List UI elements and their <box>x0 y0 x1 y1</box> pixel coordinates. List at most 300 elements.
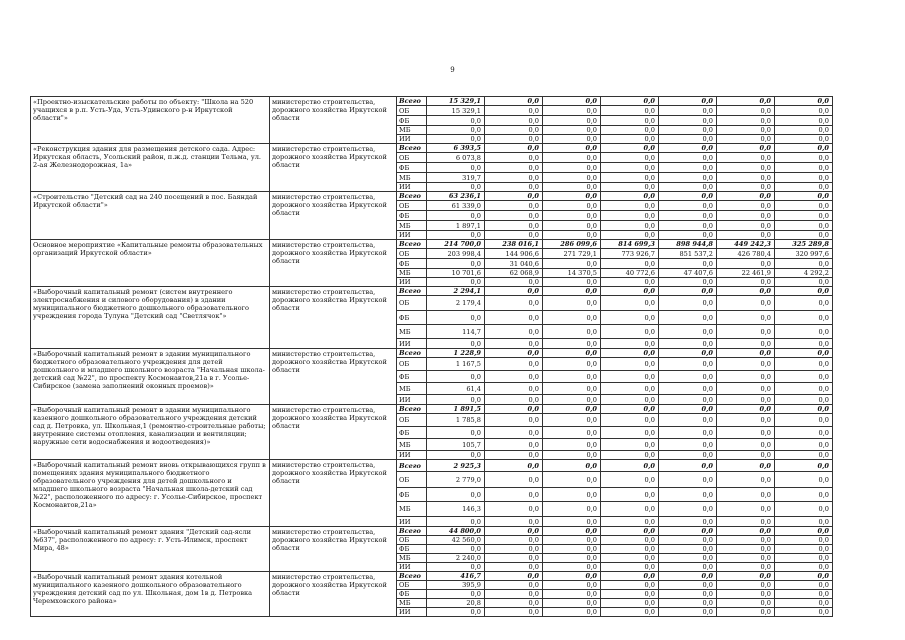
measure-name: «Строительство "Детский сад на 240 посещений в пос. Баяндай Иркутской области"» <box>31 192 270 240</box>
amount-cell: 0,0 <box>659 311 717 325</box>
amount-cell: 0,0 <box>717 414 775 427</box>
amount-cell: 0,0 <box>485 414 543 427</box>
measure-name: «Выборочный капитальный ремонт здания "Детский сад-ясли №637", расположенного по адресу: г. Усть-Илимск, проспект Мира, 48» <box>31 527 270 572</box>
amount-cell: 0,0 <box>601 116 659 126</box>
amount-cell: 0,0 <box>775 405 833 414</box>
amount-cell: 0,0 <box>601 339 659 349</box>
amount-cell: 0,0 <box>775 563 833 572</box>
amount-cell: 0,0 <box>543 296 601 311</box>
amount-cell: 0,0 <box>543 536 601 545</box>
amount-cell: 0,0 <box>601 599 659 608</box>
amount-cell: 0,0 <box>601 349 659 358</box>
funding-source: ИИ <box>397 278 427 287</box>
amount-cell: 0,0 <box>543 395 601 405</box>
amount-cell: 0,0 <box>485 278 543 287</box>
amount-cell: 214 700,0 <box>427 240 485 249</box>
measure-name: «Выборочный капитальный ремонт вновь открывающихся групп в помещениях здания муниципального бюджетного образовательного учреждения для детей дошкольного и младшего школьного возраста "Начальная школа-детский сад №22", расположенного по адресу: г. Усолье-Сибирское, проспект Космонавтов,21а» <box>31 460 270 527</box>
measure-name: «Реконструкция здания для размещения детского сада. Адрес: Иркутская область, Усольский район, п.ж.д. станции Тельма, ул. 2-ая Железнодорожная, 1а» <box>31 144 270 192</box>
amount-cell: 0,0 <box>775 581 833 590</box>
funding-source: ФБ <box>397 116 427 126</box>
amount-cell: 0,0 <box>543 427 601 439</box>
amount-cell: 0,0 <box>659 135 717 144</box>
amount-cell: 0,0 <box>485 339 543 349</box>
measure-name: «Выборочный капитальный ремонт здания котельной муниципального казенного дошкольного образовательного учреждения детский сад по ул. Школьная, дом 1в д. Петровка Черемховского района» <box>31 572 270 617</box>
executor: министерство строительства, дорожного хозяйства Иркутской области <box>270 349 397 405</box>
amount-cell: 0,0 <box>427 116 485 126</box>
amount-cell: 0,0 <box>659 502 717 517</box>
amount-cell: 0,0 <box>601 572 659 581</box>
amount-cell: 0,0 <box>775 517 833 527</box>
funding-source: ИИ <box>397 563 427 572</box>
executor: министерство строительства, дорожного хозяйства Иркутской области <box>270 460 397 527</box>
funding-source: МБ <box>397 126 427 135</box>
amount-cell: 0,0 <box>717 126 775 135</box>
funding-source: Всего <box>397 460 427 472</box>
amount-cell: 426 780,4 <box>717 249 775 259</box>
amount-cell: 0,0 <box>659 590 717 599</box>
amount-cell: 2 179,4 <box>427 296 485 311</box>
amount-cell: 0,0 <box>601 144 659 153</box>
amount-cell: 0,0 <box>717 451 775 460</box>
amount-cell: 0,0 <box>427 231 485 240</box>
amount-cell: 0,0 <box>717 554 775 563</box>
amount-cell: 0,0 <box>717 192 775 201</box>
amount-cell: 31 040,6 <box>485 259 543 269</box>
funding-source: Всего <box>397 349 427 358</box>
amount-cell: 0,0 <box>485 126 543 135</box>
amount-cell: 6 073,8 <box>427 153 485 163</box>
funding-source: ИИ <box>397 395 427 405</box>
funding-source: Всего <box>397 192 427 201</box>
amount-cell: 0,0 <box>659 231 717 240</box>
amount-cell: 0,0 <box>775 527 833 536</box>
amount-cell: 144 906,6 <box>485 249 543 259</box>
amount-cell: 1 897,1 <box>427 221 485 231</box>
amount-cell: 0,0 <box>775 460 833 472</box>
amount-cell: 0,0 <box>543 116 601 126</box>
amount-cell: 0,0 <box>543 163 601 173</box>
amount-cell: 0,0 <box>775 311 833 325</box>
amount-cell: 0,0 <box>485 405 543 414</box>
funding-source: ФБ <box>397 211 427 221</box>
amount-cell: 0,0 <box>601 405 659 414</box>
amount-cell: 0,0 <box>659 106 717 116</box>
amount-cell: 0,0 <box>485 296 543 311</box>
amount-cell: 0,0 <box>717 460 775 472</box>
funding-source: ФБ <box>397 163 427 173</box>
amount-cell: 0,0 <box>601 608 659 617</box>
funding-source: ФБ <box>397 488 427 502</box>
amount-cell: 0,0 <box>485 572 543 581</box>
amount-cell: 0,0 <box>775 201 833 211</box>
amount-cell: 0,0 <box>659 358 717 371</box>
amount-cell: 0,0 <box>543 311 601 325</box>
amount-cell: 0,0 <box>427 545 485 554</box>
funding-source: ОБ <box>397 153 427 163</box>
amount-cell: 0,0 <box>717 488 775 502</box>
amount-cell: 0,0 <box>601 296 659 311</box>
amount-cell: 0,0 <box>775 106 833 116</box>
amount-cell: 0,0 <box>427 608 485 617</box>
amount-cell: 395,9 <box>427 581 485 590</box>
funding-source: Всего <box>397 527 427 536</box>
amount-cell: 0,0 <box>485 135 543 144</box>
amount-cell: 238 016,1 <box>485 240 543 249</box>
amount-cell: 0,0 <box>601 536 659 545</box>
amount-cell: 320 997,6 <box>775 249 833 259</box>
amount-cell: 0,0 <box>485 192 543 201</box>
amount-cell: 0,0 <box>543 339 601 349</box>
amount-cell: 0,0 <box>543 517 601 527</box>
amount-cell: 0,0 <box>659 572 717 581</box>
amount-cell: 0,0 <box>775 339 833 349</box>
amount-cell: 0,0 <box>427 451 485 460</box>
amount-cell: 0,0 <box>543 371 601 383</box>
amount-cell: 0,0 <box>601 554 659 563</box>
amount-cell: 1 891,5 <box>427 405 485 414</box>
amount-cell: 0,0 <box>485 97 543 106</box>
amount-cell: 0,0 <box>601 414 659 427</box>
amount-cell: 42 560,0 <box>427 536 485 545</box>
amount-cell: 0,0 <box>427 590 485 599</box>
amount-cell: 0,0 <box>659 554 717 563</box>
amount-cell: 0,0 <box>717 221 775 231</box>
amount-cell: 0,0 <box>717 590 775 599</box>
amount-cell: 0,0 <box>543 144 601 153</box>
amount-cell: 0,0 <box>601 488 659 502</box>
amount-cell: 0,0 <box>717 259 775 269</box>
funding-source: МБ <box>397 221 427 231</box>
amount-cell: 0,0 <box>543 527 601 536</box>
amount-cell: 2 294,1 <box>427 287 485 296</box>
amount-cell: 0,0 <box>485 153 543 163</box>
amount-cell: 898 944,8 <box>659 240 717 249</box>
executor: министерство строительства, дорожного хозяйства Иркутской области <box>270 527 397 572</box>
amount-cell: 0,0 <box>659 527 717 536</box>
table-row-total <box>31 287 833 296</box>
funding-source: ФБ <box>397 371 427 383</box>
amount-cell: 0,0 <box>485 439 543 451</box>
amount-cell: 0,0 <box>543 211 601 221</box>
amount-cell: 15 329,1 <box>427 106 485 116</box>
amount-cell: 0,0 <box>775 349 833 358</box>
funding-source: МБ <box>397 325 427 339</box>
table-row-total <box>31 192 833 201</box>
amount-cell: 0,0 <box>427 427 485 439</box>
amount-cell: 0,0 <box>775 153 833 163</box>
amount-cell: 0,0 <box>775 325 833 339</box>
amount-cell: 2 925,3 <box>427 460 485 472</box>
amount-cell: 0,0 <box>717 173 775 183</box>
amount-cell: 20,8 <box>427 599 485 608</box>
measure-name: Основное мероприятие «Капитальные ремонты образовательных организаций Иркутской области» <box>31 240 270 287</box>
measure-name: «Выборочный капитальный ремонт в здании муниципального казенного дошкольного образовательного учреждения детский сад д. Петровка, ул. Школьная,1 (ремонтно-строительные работы; внутренние системы отопления, канализации и вентиляции; наружные сети водоснабжения и водоотведения)» <box>31 405 270 460</box>
funding-source: ОБ <box>397 472 427 488</box>
amount-cell: 0,0 <box>659 517 717 527</box>
funding-source: ОБ <box>397 249 427 259</box>
amount-cell: 0,0 <box>543 488 601 502</box>
amount-cell: 773 926,7 <box>601 249 659 259</box>
amount-cell: 0,0 <box>659 325 717 339</box>
amount-cell: 814 699,3 <box>601 240 659 249</box>
amount-cell: 0,0 <box>485 325 543 339</box>
amount-cell: 0,0 <box>485 502 543 517</box>
amount-cell: 0,0 <box>717 581 775 590</box>
amount-cell: 0,0 <box>427 488 485 502</box>
amount-cell: 0,0 <box>543 590 601 599</box>
amount-cell: 0,0 <box>717 201 775 211</box>
amount-cell: 0,0 <box>775 488 833 502</box>
amount-cell: 0,0 <box>717 106 775 116</box>
amount-cell: 0,0 <box>485 144 543 153</box>
amount-cell: 0,0 <box>717 144 775 153</box>
amount-cell: 0,0 <box>485 517 543 527</box>
amount-cell: 286 099,6 <box>543 240 601 249</box>
amount-cell: 0,0 <box>485 460 543 472</box>
amount-cell: 0,0 <box>659 395 717 405</box>
funding-source: ФБ <box>397 545 427 554</box>
amount-cell: 319,7 <box>427 173 485 183</box>
amount-cell: 0,0 <box>659 545 717 554</box>
amount-cell: 0,0 <box>427 395 485 405</box>
amount-cell: 0,0 <box>717 395 775 405</box>
amount-cell: 0,0 <box>485 545 543 554</box>
amount-cell: 0,0 <box>543 126 601 135</box>
amount-cell: 0,0 <box>485 371 543 383</box>
amount-cell: 0,0 <box>659 278 717 287</box>
amount-cell: 0,0 <box>485 358 543 371</box>
amount-cell: 0,0 <box>659 97 717 106</box>
amount-cell: 0,0 <box>601 231 659 240</box>
amount-cell: 0,0 <box>717 183 775 192</box>
amount-cell: 0,0 <box>659 192 717 201</box>
amount-cell: 0,0 <box>717 608 775 617</box>
amount-cell: 0,0 <box>601 201 659 211</box>
executor: министерство строительства, дорожного хозяйства Иркутской области <box>270 240 397 287</box>
funding-source: Всего <box>397 144 427 153</box>
funding-source: МБ <box>397 439 427 451</box>
amount-cell: 0,0 <box>717 545 775 554</box>
amount-cell: 0,0 <box>775 135 833 144</box>
amount-cell: 0,0 <box>717 572 775 581</box>
amount-cell: 0,0 <box>485 383 543 395</box>
amount-cell: 0,0 <box>717 311 775 325</box>
table-row-total <box>31 527 833 536</box>
funding-source: МБ <box>397 502 427 517</box>
amount-cell: 0,0 <box>601 126 659 135</box>
amount-cell: 0,0 <box>659 339 717 349</box>
amount-cell: 61 339,0 <box>427 201 485 211</box>
amount-cell: 0,0 <box>601 358 659 371</box>
funding-source: ОБ <box>397 414 427 427</box>
amount-cell: 4 292,2 <box>775 269 833 278</box>
amount-cell: 0,0 <box>543 153 601 163</box>
amount-cell: 0,0 <box>485 488 543 502</box>
amount-cell: 1 228,9 <box>427 349 485 358</box>
amount-cell: 2 240,0 <box>427 554 485 563</box>
amount-cell: 0,0 <box>775 439 833 451</box>
amount-cell: 0,0 <box>717 405 775 414</box>
amount-cell: 0,0 <box>775 371 833 383</box>
amount-cell: 0,0 <box>717 97 775 106</box>
amount-cell: 0,0 <box>775 231 833 240</box>
funding-source: ФБ <box>397 590 427 599</box>
amount-cell: 0,0 <box>659 581 717 590</box>
funding-source: Всего <box>397 240 427 249</box>
amount-cell: 0,0 <box>601 163 659 173</box>
amount-cell: 0,0 <box>775 554 833 563</box>
amount-cell: 0,0 <box>427 259 485 269</box>
amount-cell: 0,0 <box>659 221 717 231</box>
amount-cell: 851 537,2 <box>659 249 717 259</box>
funding-source: ОБ <box>397 106 427 116</box>
amount-cell: 0,0 <box>543 221 601 231</box>
amount-cell: 0,0 <box>717 502 775 517</box>
amount-cell: 0,0 <box>601 427 659 439</box>
amount-cell: 0,0 <box>659 427 717 439</box>
amount-cell: 0,0 <box>601 502 659 517</box>
amount-cell: 0,0 <box>775 451 833 460</box>
amount-cell: 0,0 <box>543 383 601 395</box>
amount-cell: 0,0 <box>543 97 601 106</box>
funding-source: МБ <box>397 383 427 395</box>
amount-cell: 0,0 <box>717 211 775 221</box>
amount-cell: 0,0 <box>485 427 543 439</box>
amount-cell: 0,0 <box>601 173 659 183</box>
amount-cell: 0,0 <box>775 395 833 405</box>
amount-cell: 0,0 <box>543 183 601 192</box>
amount-cell: 0,0 <box>485 349 543 358</box>
amount-cell: 0,0 <box>543 106 601 116</box>
amount-cell: 1 785,8 <box>427 414 485 427</box>
table-row-total <box>31 460 833 472</box>
amount-cell: 0,0 <box>543 173 601 183</box>
amount-cell: 2 779,0 <box>427 472 485 488</box>
amount-cell: 0,0 <box>717 296 775 311</box>
amount-cell: 0,0 <box>485 599 543 608</box>
amount-cell: 0,0 <box>543 192 601 201</box>
amount-cell: 0,0 <box>717 427 775 439</box>
amount-cell: 0,0 <box>775 173 833 183</box>
amount-cell: 0,0 <box>601 325 659 339</box>
table-row-total <box>31 572 833 581</box>
amount-cell: 0,0 <box>659 163 717 173</box>
amount-cell: 61,4 <box>427 383 485 395</box>
amount-cell: 0,0 <box>601 192 659 201</box>
amount-cell: 6 393,5 <box>427 144 485 153</box>
executor: министерство строительства, дорожного хозяйства Иркутской области <box>270 97 397 144</box>
amount-cell: 0,0 <box>659 563 717 572</box>
amount-cell: 0,0 <box>659 488 717 502</box>
executor: министерство строительства, дорожного хозяйства Иркутской области <box>270 572 397 617</box>
amount-cell: 114,7 <box>427 325 485 339</box>
amount-cell: 0,0 <box>543 259 601 269</box>
amount-cell: 0,0 <box>601 183 659 192</box>
amount-cell: 62 068,9 <box>485 269 543 278</box>
amount-cell: 0,0 <box>485 173 543 183</box>
amount-cell: 0,0 <box>659 153 717 163</box>
amount-cell: 0,0 <box>717 116 775 126</box>
amount-cell: 0,0 <box>543 599 601 608</box>
amount-cell: 0,0 <box>601 395 659 405</box>
amount-cell: 325 289,8 <box>775 240 833 249</box>
amount-cell: 0,0 <box>775 572 833 581</box>
amount-cell: 0,0 <box>485 106 543 116</box>
amount-cell: 40 772,6 <box>601 269 659 278</box>
amount-cell: 0,0 <box>485 395 543 405</box>
amount-cell: 0,0 <box>543 472 601 488</box>
amount-cell: 0,0 <box>775 183 833 192</box>
amount-cell: 0,0 <box>717 278 775 287</box>
amount-cell: 63 236,1 <box>427 192 485 201</box>
measure-name: «Выборочный капитальный ремонт в здании муниципального бюджетного образовательного учреждения для детей дошкольного и младшего школьного возраста "Начальная школа-детский сад №22", по проспекту Космонавтов,21а в г. Усолье-Сибирское (замена заполнений оконных проемов)» <box>31 349 270 405</box>
amount-cell: 0,0 <box>717 383 775 395</box>
amount-cell: 0,0 <box>775 144 833 153</box>
amount-cell: 0,0 <box>717 563 775 572</box>
table-row-total <box>31 144 833 153</box>
table-row-total <box>31 97 833 106</box>
amount-cell: 0,0 <box>717 325 775 339</box>
amount-cell: 0,0 <box>659 211 717 221</box>
amount-cell: 0,0 <box>543 287 601 296</box>
amount-cell: 0,0 <box>659 608 717 617</box>
amount-cell: 0,0 <box>775 427 833 439</box>
funding-source: ОБ <box>397 296 427 311</box>
amount-cell: 0,0 <box>485 554 543 563</box>
amount-cell: 0,0 <box>601 527 659 536</box>
funding-source: ИИ <box>397 517 427 527</box>
amount-cell: 0,0 <box>659 259 717 269</box>
amount-cell: 22 461,9 <box>717 269 775 278</box>
amount-cell: 47 407,6 <box>659 269 717 278</box>
amount-cell: 105,7 <box>427 439 485 451</box>
amount-cell: 0,0 <box>775 116 833 126</box>
amount-cell: 0,0 <box>659 201 717 211</box>
amount-cell: 0,0 <box>659 126 717 135</box>
amount-cell: 203 998,4 <box>427 249 485 259</box>
amount-cell: 0,0 <box>659 183 717 192</box>
amount-cell: 0,0 <box>543 405 601 414</box>
amount-cell: 0,0 <box>717 358 775 371</box>
amount-cell: 0,0 <box>485 536 543 545</box>
executor: министерство строительства, дорожного хозяйства Иркутской области <box>270 192 397 240</box>
amount-cell: 0,0 <box>659 405 717 414</box>
amount-cell: 0,0 <box>601 135 659 144</box>
funding-source: ФБ <box>397 311 427 325</box>
executor: министерство строительства, дорожного хозяйства Иркутской области <box>270 405 397 460</box>
amount-cell: 0,0 <box>485 211 543 221</box>
amount-cell: 0,0 <box>775 590 833 599</box>
amount-cell: 0,0 <box>543 563 601 572</box>
amount-cell: 0,0 <box>775 545 833 554</box>
amount-cell: 0,0 <box>775 414 833 427</box>
amount-cell: 0,0 <box>775 599 833 608</box>
amount-cell: 0,0 <box>775 163 833 173</box>
amount-cell: 0,0 <box>601 371 659 383</box>
amount-cell: 0,0 <box>717 599 775 608</box>
amount-cell: 14 370,5 <box>543 269 601 278</box>
amount-cell: 0,0 <box>543 231 601 240</box>
amount-cell: 0,0 <box>601 278 659 287</box>
funding-source: ИИ <box>397 135 427 144</box>
amount-cell: 0,0 <box>485 287 543 296</box>
amount-cell: 0,0 <box>601 383 659 395</box>
amount-cell: 0,0 <box>775 383 833 395</box>
amount-cell: 44 800,0 <box>427 527 485 536</box>
amount-cell: 0,0 <box>543 135 601 144</box>
amount-cell: 0,0 <box>485 311 543 325</box>
funding-source: ИИ <box>397 339 427 349</box>
